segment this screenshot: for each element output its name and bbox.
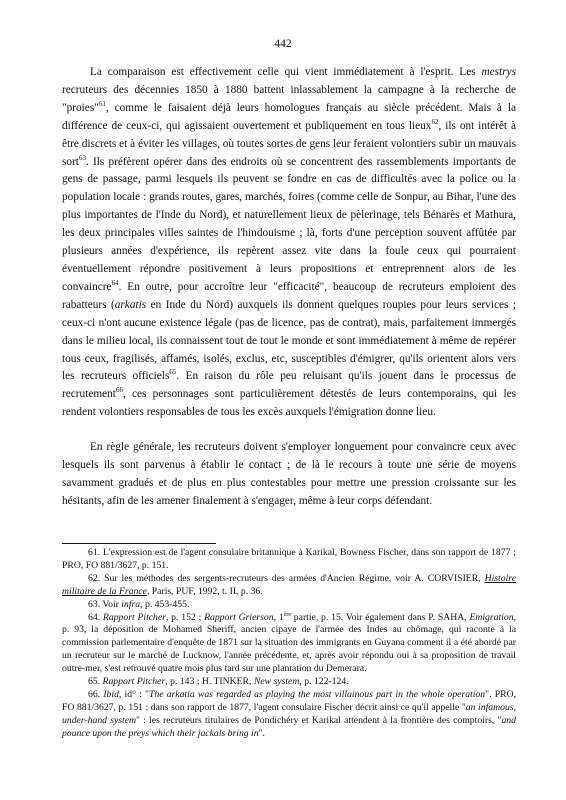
footnote-62	[62, 573, 516, 599]
text-run: , p. 152 ;	[165, 611, 205, 623]
footnote-63	[62, 599, 516, 612]
text-run: 65.	[88, 676, 103, 688]
text-run: en Inde du Nord) auxquels ils donnent quelques roupies pour leurs services ; ceux-ci n'ont aucune existence légale (pas de licence, pas de contrat), mais, parfaitement immergés dans le milieu local, ils connaissent tout de tout le monde et sont immédiatement à même de repérer tous ceux, fragilisés, affamés, isolés, exclus, etc, susceptibles d'émigrer, qu'ils orientent alors vers les recruteurs officiels	[62, 298, 516, 383]
note-reference: ère	[283, 611, 291, 618]
note-reference: 61	[98, 100, 106, 109]
text-run: , p. 453-455.	[140, 598, 190, 610]
text-run: Histoire militaire de la France	[62, 572, 516, 597]
text-run: ".	[258, 727, 265, 739]
note-reference: 62	[431, 117, 439, 126]
text-run: Rapport Pitcher	[102, 611, 166, 623]
paragraph-1	[62, 64, 516, 422]
text-run: La comparaison est effectivement celle qui vient immédiatement à l'esprit. Les	[90, 66, 482, 78]
text-run: . Ils préfèrent opérer dans des endroits où se concentrent des rassemblements importants de gens de passage, parmi lesquels ils peuvent se fondre en cas de difficultés avec la police ou la population locale : grands routes, gares, marchés, foires (comme celle de Sonpur, au Bihar, l'une des plus importantes de l'Inde du Nord), et naturellement lieux de pèlerinage, tels Bénarès et Mathura, les deux principales villes saintes de l'hindouisme ; là, forts d'une perception souvent affûtée par plusieurs années d'expérience, ils repèrent assez vite dans la foule ceux qui pourraient éventuellement répondre positivement à leurs propositions et entreprennent alors de les convaincre	[62, 155, 516, 293]
text-run: The arkatia was regarded as playing the most villainous part in the whole operation	[148, 688, 486, 700]
page-number: 442	[274, 38, 292, 50]
text-run: Rapport Grierson	[204, 611, 274, 623]
note-reference: 63	[78, 153, 86, 162]
paragraph-2	[62, 439, 516, 511]
text-run: and pounce upon the preys which their jackals bring in	[62, 714, 516, 739]
footnote-61	[62, 547, 516, 573]
text-run: partie, p. 15. Voir également dans P. SAHA,	[291, 611, 470, 623]
text-run: , comme le faisaient déjà leurs homologues français au siècle précédent. Mais à la différence de ceux-ci, qui agissaient ouvertement et publiquement en tous lieux	[62, 101, 516, 132]
text-run: , p. 143 ; H. TINKER,	[165, 676, 254, 688]
text-run: , Paris, PUF, 1992, t. II, p. 36.	[146, 585, 263, 597]
text-run: arkatis	[114, 298, 147, 311]
text-run: recruteurs des décennies 1850 à 1880 battent inlassablement la campagne à la recherche de "proies"	[62, 83, 516, 114]
text-run: " : les recruteurs titulaires de Pondichéry et Karikal attendent à la frontière des comptoirs, "	[136, 714, 502, 726]
text-run: Rapport Pitcher	[102, 676, 166, 688]
text-run: 63. Voir	[88, 598, 122, 610]
footnote-65	[62, 676, 516, 689]
text-run: , ces personnages sont particulièrement détestés de leurs contemporains, qui les rendent volontiers responsables de tous les excès auxquels l'émigration donne lieu.	[62, 388, 516, 419]
text-run: Emigration	[469, 611, 514, 623]
text-run: , ils ont intérêt à être discrets et à éviter les villages, où toutes sortes de gens leur feraient volontiers subir un mauvais sort	[62, 119, 516, 168]
text-run: ". PRO, FO 881/3627, p. 151 : dans son rapport de 1877, l'agent consulaire Fischer décrit ainsi ce qu'il appelle "	[62, 688, 516, 713]
text-run: , p. 93, la déposition de Mohamed Sheriff, ancien cipaye de l'armée des Indes au chômage, qui raconte à la commission parlementaire d'enquête de 1871 sur la situation des immigrants en Guyana comment il a été abordé par un recruteur sur le marché de Lucknow, l'année précédente, et, après avoir répondu oui à sa proposition de travail outre-mer, s'est retrouvé quatre mois plus tard sur une plantation du Demerara.	[62, 611, 516, 675]
note-reference: 65	[169, 368, 177, 377]
text-run: Ibid	[103, 688, 119, 700]
text-run: 62. Sur les méthodes des sergents-recruteurs des armées d'Ancien Régime, voir A. CORVISIER,	[88, 572, 485, 584]
text-run: infra	[121, 598, 141, 610]
text-run: , p. 122-124.	[299, 676, 349, 688]
text-run: 61. L'expression est de l'agent consulaire britannique à Karikal, Bowness Fischer, dans son rapport de 1877 ; PRO, FO 881/3627, p. 151.	[62, 547, 516, 571]
footnote-66	[62, 689, 516, 741]
text-run: , id° : "	[118, 688, 149, 700]
text-run: , 1	[273, 611, 284, 623]
text-run: mestrys	[481, 66, 516, 78]
text-run: an infamous, under-hand system	[62, 701, 516, 726]
text-run: . En outre, pour accroître leur "efficacité", beaucoup de recruteurs emploient des rabatteurs (	[62, 280, 516, 311]
text-run: New system	[253, 676, 300, 688]
note-reference: 64	[111, 279, 119, 288]
text-run: 64.	[88, 611, 103, 623]
text-run: En règle générale, les recruteurs doivent s'employer longuement pour convaincre ceux avec lesquels ils sont parvenus à établir le contact ; de là le recours à toute une série de moyens savamment gradués et de plus en plus contestables pour mettre une pression croissante sur les hésitants, afin de les amener finalement à s'engager, même à leur corps défendant.	[62, 441, 516, 507]
footnote-64	[62, 612, 516, 677]
footnotes	[62, 547, 516, 741]
note-reference: 66	[115, 386, 123, 395]
body-text	[62, 64, 516, 511]
footnote-separator	[62, 543, 216, 544]
text-run: . En raison du rôle peu reluisant qu'ils jouent dans le processus de recrutement	[62, 370, 516, 401]
text-run: 66.	[88, 688, 104, 700]
